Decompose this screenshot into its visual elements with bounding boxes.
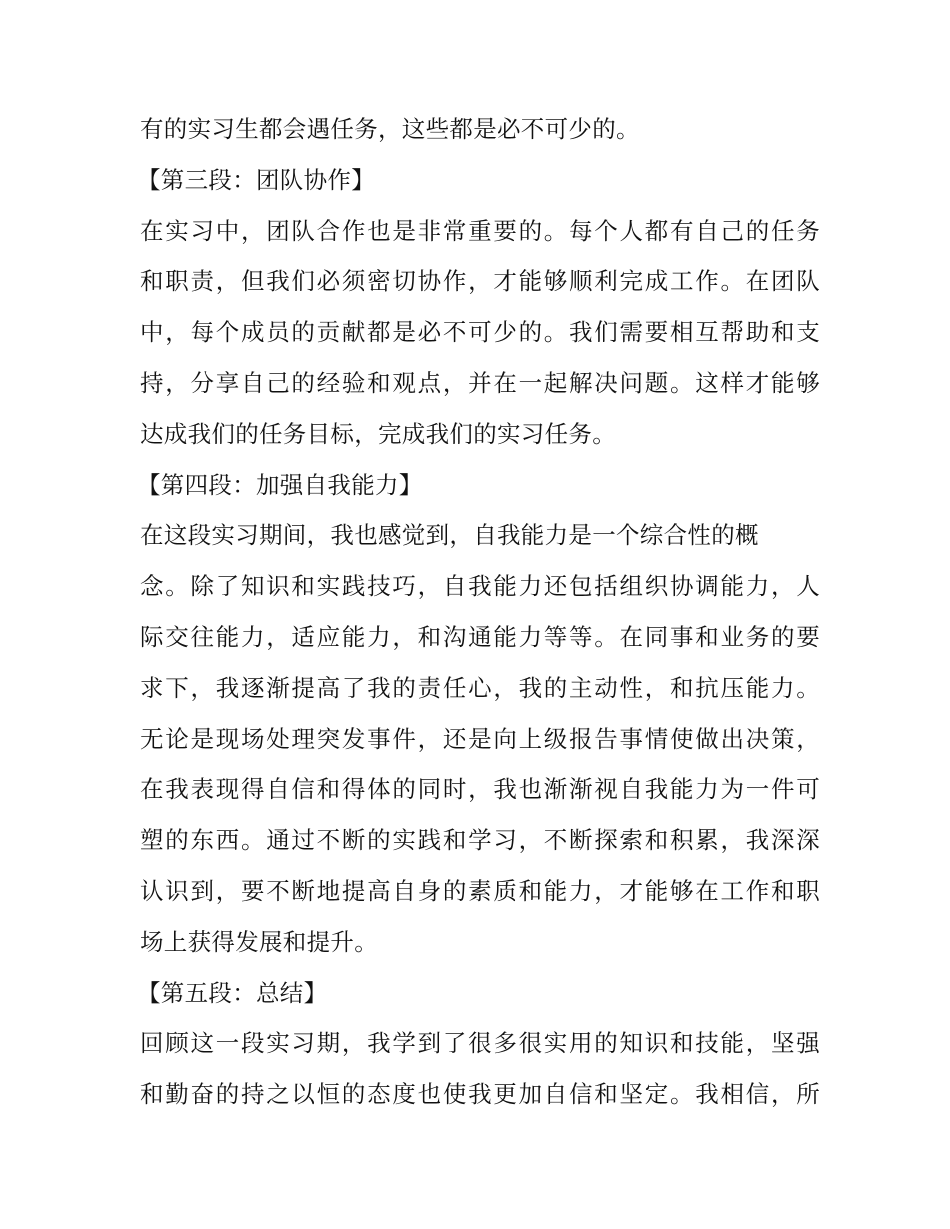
paragraph-line: 达成我们的任务目标，完成我们的实习任务。 <box>140 419 616 448</box>
paragraph-line: 场上获得发展和提升。 <box>140 927 378 956</box>
paragraph-line: 有的实习生都会遇任务，这些都是必不可少的。 <box>140 115 640 143</box>
paragraph-line: 在这段实习期间，我也感觉到，自我能力是一个综合性的概 <box>140 521 759 550</box>
paragraph-line: 求下，我逐渐提高了我的责任心，我的主动性，和抗压能力。 <box>140 673 820 702</box>
paragraph-line: 在我表现得自信和得体的同时，我也渐渐视自我能力为一件可 <box>140 775 820 804</box>
paragraph-line: 塑的东西。通过不断的实践和学习，不断探索和积累，我深深 <box>140 826 820 855</box>
paragraph-line: 回顾这一段实习期，我学到了很多很实用的知识和技能，坚强 <box>140 1029 820 1058</box>
document-body <box>137 104 820 1120</box>
paragraph-line: 持，分享自己的经验和观点，并在一起解决问题。这样才能够 <box>140 368 820 397</box>
paragraph-line: 认识到，要不断地提高自身的素质和能力，才能够在工作和职 <box>140 876 820 905</box>
paragraph-line: 中，每个成员的贡献都是必不可少的。我们需要相互帮助和支 <box>140 318 820 347</box>
section-heading-4: 【第四段：加强自我能力】 <box>137 470 423 499</box>
paragraph-line: 和职责，但我们必须密切协作，才能够顺利完成工作。在团队 <box>140 267 820 296</box>
paragraph-line: 际交往能力，适应能力，和沟通能力等等。在同事和业务的要 <box>140 622 820 651</box>
section-heading-3: 【第三段：团队协作】 <box>137 165 375 194</box>
section-heading-5: 【第五段：总结】 <box>137 978 328 1007</box>
paragraph-line: 无论是现场处理突发事件，还是向上级报告事情使做出决策， <box>140 724 820 753</box>
paragraph-line: 和勤奋的持之以恒的态度也使我更加自信和坚定。我相信，所 <box>140 1080 820 1109</box>
paragraph-line: 念。除了知识和实践技巧，自我能力还包括组织协调能力，人 <box>140 572 820 601</box>
paragraph-line: 在实习中，团队合作也是非常重要的。每个人都有自己的任务 <box>140 216 820 245</box>
